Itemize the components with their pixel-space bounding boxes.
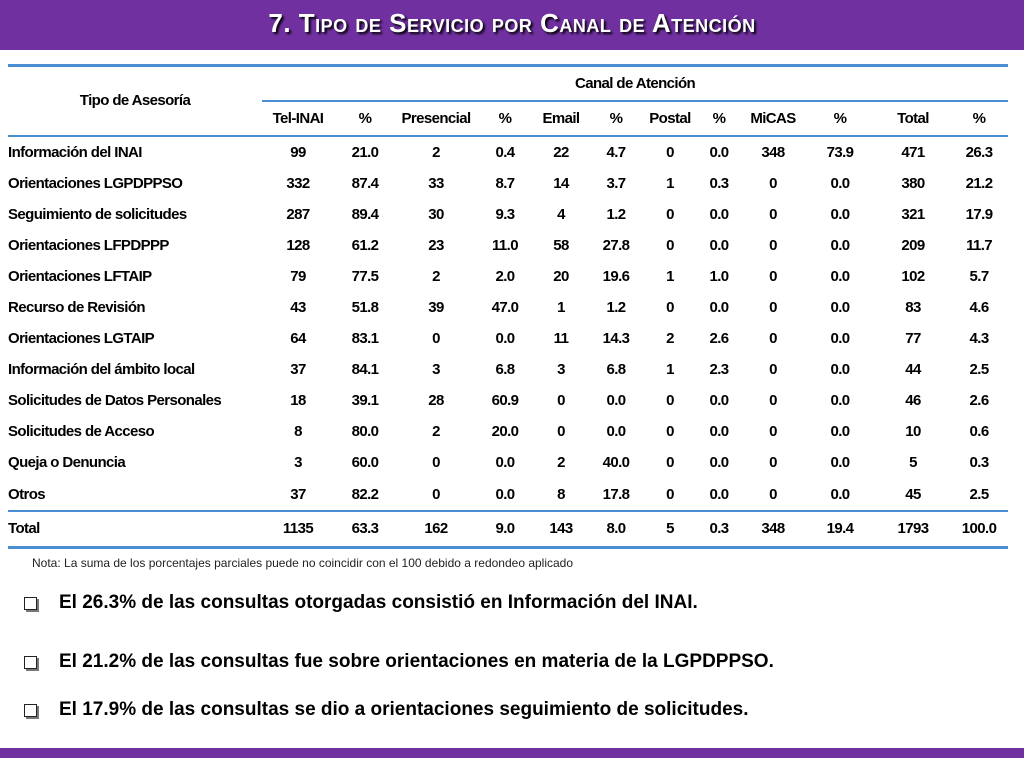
- table-cell: 47.0: [491, 299, 519, 317]
- checkbox-bullet-icon: [24, 597, 37, 610]
- row-label: Orientaciones LGTAIP: [8, 330, 155, 348]
- column-header: Postal: [644, 101, 696, 136]
- table-body: [8, 136, 1008, 511]
- table-cell: 2.6: [969, 392, 989, 410]
- table-cell: 209: [901, 236, 925, 254]
- table-cell: 0: [432, 485, 440, 503]
- table-cell: 0.0: [830, 267, 850, 285]
- table-cell: 0.0: [830, 454, 850, 472]
- table-cell: 2: [557, 454, 565, 472]
- table-cell: 0.0: [709, 205, 729, 223]
- table-cell: 287: [286, 205, 310, 223]
- table-cell: 0.0: [830, 361, 850, 379]
- table-cell: 14: [553, 174, 569, 192]
- table-row: [8, 479, 1008, 511]
- table-cell: 0: [666, 236, 674, 254]
- table-cell: 8: [557, 485, 565, 503]
- table-cell: 64: [290, 330, 306, 348]
- table-cell: 21.0: [351, 143, 379, 161]
- table-cell: 58: [553, 236, 569, 254]
- table-cell: 0: [769, 299, 777, 317]
- table-cell: 14.3: [602, 330, 630, 348]
- column-header: Tel-INAI: [262, 101, 334, 136]
- table-cell: 18: [290, 392, 306, 410]
- table-cell: 0: [769, 392, 777, 410]
- checkbox-bullet-icon: [24, 656, 37, 669]
- table-cell: 2.6: [709, 330, 729, 348]
- total-cell: 19.4: [804, 511, 876, 548]
- table-cell: 0.0: [709, 485, 729, 503]
- table-cell: 46: [905, 392, 921, 410]
- table-cell: 89.4: [351, 205, 379, 223]
- total-cell: 143: [534, 511, 588, 548]
- table-cell: 6.8: [495, 361, 515, 379]
- table-cell: 0.0: [709, 392, 729, 410]
- bullet-item: [22, 651, 774, 673]
- table-cell: 20: [553, 267, 569, 285]
- table-row: [8, 447, 1008, 478]
- table-cell: 99: [290, 143, 306, 161]
- table-row: [8, 323, 1008, 354]
- table-cell: 5: [909, 454, 917, 472]
- table-cell: 1.2: [606, 205, 626, 223]
- row-label: Solicitudes de Acceso: [8, 423, 155, 441]
- column-header: %: [804, 101, 876, 136]
- table-cell: 1.0: [709, 267, 729, 285]
- data-table: [8, 64, 1008, 549]
- table-cell: 5.7: [969, 267, 989, 285]
- table-row: [8, 292, 1008, 323]
- table-cell: 77.5: [351, 267, 379, 285]
- total-cell: 1793: [876, 511, 950, 548]
- table-cell: 0.0: [606, 392, 626, 410]
- table-cell: 0: [432, 330, 440, 348]
- bottom-bar: [0, 748, 1024, 758]
- bullet-text: El 21.2% de las consultas fue sobre orientaciones en materia de la LGPDPPSO.: [59, 651, 774, 672]
- table-cell: 2.5: [969, 361, 989, 379]
- table-cell: 0.0: [495, 485, 515, 503]
- table-cell: 11.7: [966, 236, 993, 254]
- row-label: Orientaciones LFTAIP: [8, 267, 152, 285]
- column-header: Total: [876, 101, 950, 136]
- table-cell: 0: [432, 454, 440, 472]
- table-cell: 0.0: [495, 454, 515, 472]
- table-cell: 73.9: [826, 143, 854, 161]
- row-label: Orientaciones LFPDPPP: [8, 236, 169, 254]
- table-cell: 45: [905, 485, 921, 503]
- table-cell: 8: [294, 423, 302, 441]
- row-label: Queja o Denuncia: [8, 454, 126, 472]
- bullet-item: [22, 699, 749, 721]
- table-cell: 30: [428, 205, 444, 223]
- table-cell: 380: [901, 174, 925, 192]
- table-cell: 0: [769, 267, 777, 285]
- column-header: %: [950, 101, 1008, 136]
- bullet-text: El 26.3% de las consultas otorgadas consistió en Información del INAI.: [59, 592, 698, 613]
- table-cell: 20.0: [491, 423, 519, 441]
- table-cell: 0: [666, 423, 674, 441]
- footnote: Nota: La suma de los porcentajes parciales puede no coincidir con el 100 debido a redondeo aplicado: [32, 556, 574, 570]
- data-table-container: [8, 64, 1008, 549]
- table-cell: 0.0: [709, 143, 729, 161]
- table-cell: 11.0: [492, 236, 518, 254]
- total-label: Total: [8, 511, 262, 548]
- table-cell: 332: [286, 174, 310, 192]
- table-cell: 0: [666, 485, 674, 503]
- table-cell: 0: [666, 454, 674, 472]
- table-cell: 77: [905, 330, 921, 348]
- row-label: Información del ámbito local: [8, 361, 195, 379]
- table-cell: 82.2: [351, 485, 379, 503]
- table-cell: 0.0: [709, 236, 729, 254]
- table-cell: 0.0: [830, 205, 850, 223]
- table-cell: 44: [905, 361, 921, 379]
- table-cell: 10: [905, 423, 921, 441]
- table-cell: 4.6: [969, 299, 989, 317]
- row-label: Solicitudes de Datos Personales: [8, 392, 222, 410]
- table-cell: 0.0: [830, 299, 850, 317]
- table-cell: 0.6: [969, 423, 989, 441]
- column-header: Presencial: [396, 101, 476, 136]
- row-label: Orientaciones LGPDPPSO: [8, 174, 183, 192]
- table-cell: 84.1: [351, 361, 379, 379]
- table-row: [8, 261, 1008, 292]
- row-header: Tipo de Asesoría: [8, 66, 262, 136]
- table-cell: 0: [769, 174, 777, 192]
- table-cell: 21.2: [965, 174, 993, 192]
- table-cell: 2.3: [709, 361, 729, 379]
- table-cell: 40.0: [602, 454, 630, 472]
- column-header: %: [696, 101, 742, 136]
- table-cell: 0: [769, 423, 777, 441]
- table-cell: 51.8: [351, 299, 379, 317]
- table-cell: 0: [557, 392, 565, 410]
- table-cell: 27.8: [602, 236, 630, 254]
- bullet-text: El 17.9% de las consultas se dio a orientaciones seguimiento de solicitudes.: [59, 699, 749, 720]
- table-cell: 37: [290, 485, 306, 503]
- total-cell: 162: [396, 511, 476, 548]
- table-cell: 79: [290, 267, 306, 285]
- table-cell: 0.0: [709, 423, 729, 441]
- total-cell: 5: [644, 511, 696, 548]
- column-header: %: [476, 101, 534, 136]
- table-cell: 2: [432, 423, 440, 441]
- row-label: Seguimiento de solicitudes: [8, 205, 187, 223]
- table-cell: 33: [428, 174, 444, 192]
- table-cell: 0: [666, 392, 674, 410]
- total-cell: 9.0: [476, 511, 534, 548]
- table-cell: 2: [432, 143, 440, 161]
- table-cell: 37: [290, 361, 306, 379]
- table-cell: 22: [553, 143, 569, 161]
- table-cell: 471: [901, 143, 925, 161]
- total-cell: 100.0: [950, 511, 1008, 548]
- table-row: [8, 168, 1008, 199]
- table-cell: 0.3: [709, 174, 729, 192]
- table-row: [8, 385, 1008, 416]
- table-cell: 9.3: [495, 205, 515, 223]
- table-cell: 26.3: [965, 143, 993, 161]
- table-cell: 2.5: [969, 485, 989, 503]
- table-cell: 0: [769, 205, 777, 223]
- table-cell: 4: [557, 205, 565, 223]
- table-cell: 3.7: [606, 174, 626, 192]
- table-cell: 102: [901, 267, 925, 285]
- table-cell: 4.3: [969, 330, 989, 348]
- total-cell: 0.3: [696, 511, 742, 548]
- table-cell: 1: [666, 267, 674, 285]
- table-cell: 11: [553, 330, 569, 348]
- table-cell: 60.0: [351, 454, 379, 472]
- table-cell: 39: [428, 299, 444, 317]
- group-header: Canal de Atención: [262, 66, 1008, 101]
- table-cell: 0.0: [830, 392, 850, 410]
- table-cell: 0.0: [830, 485, 850, 503]
- total-cell: 348: [742, 511, 804, 548]
- table-cell: 0.0: [830, 423, 850, 441]
- column-header: Email: [534, 101, 588, 136]
- table-cell: 0: [769, 361, 777, 379]
- table-cell: 0: [666, 205, 674, 223]
- table-row: [8, 136, 1008, 168]
- table-cell: 60.9: [491, 392, 519, 410]
- total-cell: 63.3: [334, 511, 396, 548]
- column-header: %: [588, 101, 644, 136]
- table-cell: 19.6: [602, 267, 630, 285]
- column-header: MiCAS: [742, 101, 804, 136]
- table-cell: 2: [432, 267, 440, 285]
- table-cell: 0: [769, 454, 777, 472]
- row-label: Otros: [8, 485, 46, 503]
- total-cell: 1135: [262, 511, 334, 548]
- table-cell: 1: [666, 361, 674, 379]
- table-cell: 87.4: [351, 174, 379, 192]
- table-cell: 17.8: [602, 485, 630, 503]
- table-cell: 0: [769, 236, 777, 254]
- table-cell: 39.1: [351, 392, 379, 410]
- table-cell: 0: [666, 299, 674, 317]
- row-label: Recurso de Revisión: [8, 299, 145, 317]
- table-cell: 83: [905, 299, 921, 317]
- table-cell: 0.0: [709, 454, 729, 472]
- table-cell: 2: [666, 330, 674, 348]
- table-cell: 0.4: [495, 143, 515, 161]
- table-cell: 0: [769, 485, 777, 503]
- table-cell: 3: [432, 361, 440, 379]
- bullet-item: [22, 592, 698, 614]
- table-cell: 0.0: [495, 330, 515, 348]
- table-cell: 2.0: [495, 267, 515, 285]
- table-cell: 1: [666, 174, 674, 192]
- table-cell: 348: [761, 143, 785, 161]
- checkbox-bullet-icon: [24, 704, 37, 717]
- table-cell: 0.0: [830, 330, 850, 348]
- table-row: [8, 230, 1008, 261]
- table-cell: 128: [286, 236, 310, 254]
- table-cell: 3: [557, 361, 565, 379]
- row-label: Información del INAI: [8, 143, 142, 161]
- total-cell: 8.0: [588, 511, 644, 548]
- table-cell: 6.8: [606, 361, 626, 379]
- table-row: [8, 199, 1008, 230]
- table-row: [8, 416, 1008, 447]
- table-cell: 1.2: [606, 299, 626, 317]
- table-cell: 3: [294, 454, 302, 472]
- table-cell: 0.0: [606, 423, 626, 441]
- table-cell: 4.7: [606, 143, 626, 161]
- table-cell: 0.0: [830, 236, 850, 254]
- table-cell: 0.0: [709, 299, 729, 317]
- table-cell: 0: [557, 423, 565, 441]
- table-cell: 28: [428, 392, 444, 410]
- page-title: 7. Tipo de Servicio por Canal de Atención: [268, 8, 756, 38]
- table-cell: 43: [290, 299, 306, 317]
- table-cell: 0.3: [969, 454, 989, 472]
- table-cell: 0.0: [830, 174, 850, 192]
- table-cell: 61.2: [351, 236, 379, 254]
- table-cell: 17.9: [965, 205, 993, 223]
- table-cell: 321: [901, 205, 925, 223]
- table-cell: 23: [428, 236, 444, 254]
- column-header: %: [334, 101, 396, 136]
- table-cell: 1: [557, 299, 565, 317]
- total-row: [8, 511, 1008, 548]
- table-cell: 8.7: [495, 174, 515, 192]
- table-row: [8, 354, 1008, 385]
- table-cell: 0: [666, 143, 674, 161]
- table-cell: 0: [769, 330, 777, 348]
- table-cell: 80.0: [351, 423, 379, 441]
- table-cell: 83.1: [351, 330, 379, 348]
